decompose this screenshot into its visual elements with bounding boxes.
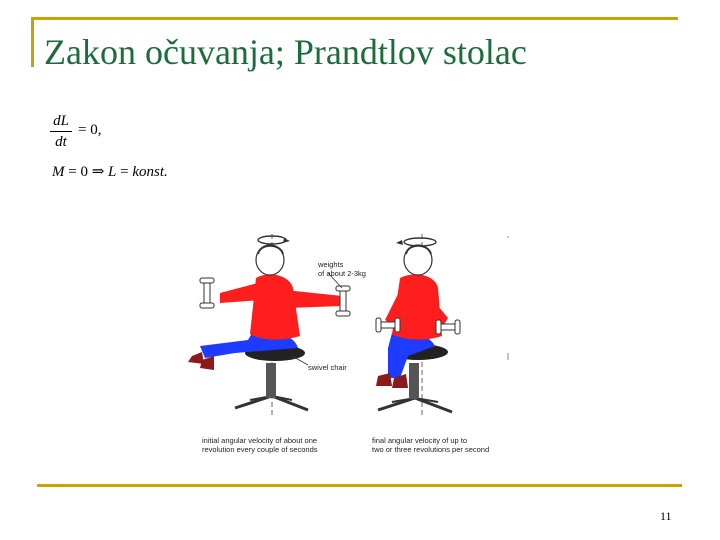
prandtl-chair-figure [180,228,510,460]
weights-label [318,260,366,278]
fraction-denominator: dt [55,134,67,150]
weights-label-line1: weights [318,260,344,269]
caption-initial-line2: revolution every couple of seconds [202,445,318,454]
slide-title: Zakon očuvanja; Prandtlov stolac [44,32,527,72]
caption-final-line2: two or three revolutions per second [372,445,490,454]
frame-bottom-border [37,484,682,487]
fraction-bar [50,131,72,132]
torque-symbol: M [52,164,65,180]
caption-final-line1: final angular velocity of up to [372,436,468,445]
implies-symbol: ⇒ [91,164,105,180]
caption-initial [202,436,318,454]
frame-top-border [33,17,678,20]
conservation-line [52,162,168,181]
fraction-numerator: dL [53,113,69,129]
right-person-tucked-arms [376,234,460,418]
weights-label-line2: of about 2-3kg [318,269,366,278]
derivative-fraction [50,112,72,151]
caption-initial-line1: initial angular velocity of about one [202,436,318,445]
frame-left-border [31,17,34,67]
page-number: 11 [660,509,672,523]
equals-zero: = 0, [78,122,102,138]
caption-final [372,436,489,454]
momentum-equals: = [116,164,133,180]
konst-text: konst. [132,164,168,180]
torque-equals-zero: = 0 [64,164,92,180]
angular-momentum-symbol: L [104,164,117,180]
swivel-chair-label: swivel chair [308,363,347,372]
